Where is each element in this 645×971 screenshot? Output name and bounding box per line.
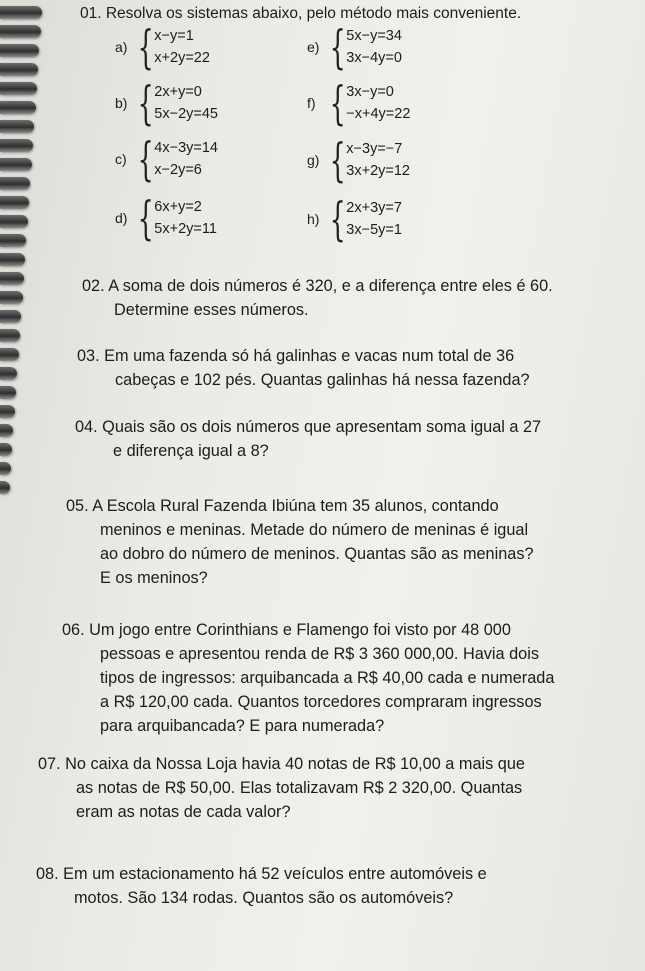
brace-icon: { [137, 191, 154, 245]
system-label: d) [115, 210, 128, 226]
question-line: cabeças e 102 pés. Quantas galinhas há nessa fazenda? [115, 371, 530, 389]
equation: 3x−y=0 [346, 84, 394, 100]
equation: 5x−2y=45 [154, 106, 218, 122]
question-07 [38, 752, 525, 824]
question-line: 05. A Escola Rural Fazenda Ibiúna tem 35 alunos, contando [66, 497, 499, 515]
system-h [307, 192, 402, 246]
system-label: e) [307, 39, 320, 55]
equation: 3x−5y=1 [346, 222, 402, 238]
equation: 5x+2y=11 [154, 221, 217, 237]
equation: x−3y=−7 [346, 141, 403, 157]
brace-icon: { [137, 132, 154, 186]
system-label: c) [115, 151, 127, 167]
question-line: motos. São 134 rodas. Quantos são os automóveis? [74, 889, 454, 907]
question-line: pessoas e apresentou renda de R$ 3 360 000,00. Havia dois [100, 645, 539, 663]
question-line: para arquibancada? E para numerada? [100, 717, 385, 735]
equation: 2x+y=0 [154, 84, 202, 100]
question-08 [36, 862, 487, 910]
equation: x−2y=6 [154, 162, 202, 178]
system-g [307, 133, 410, 187]
question-line: e diferença igual a 8? [113, 442, 269, 460]
question-06 [62, 618, 554, 738]
question-line: 07. No caixa da Nossa Loja havia 40 notas de R$ 10,00 a mais que [38, 755, 525, 773]
equation: −x+4y=22 [346, 106, 411, 122]
system-f [307, 76, 411, 130]
question-03 [77, 344, 530, 392]
question-line: meninos e meninas. Metade do número de meninas é igual [100, 521, 529, 539]
system-label: b) [115, 95, 128, 111]
question-line: E os meninos? [100, 569, 208, 587]
question-line: 03. Em uma fazenda só há galinhas e vacas num total de 36 [77, 347, 515, 365]
question-line: 06. Um jogo entre Corinthians e Flamengo foi visto por 48 000 [62, 621, 511, 639]
question-04 [75, 415, 541, 463]
system-a [115, 20, 210, 74]
question-line: 02. A soma de dois números é 320, e a diferença entre eles é 60. [82, 277, 553, 295]
system-e [307, 20, 402, 74]
system-label: h) [307, 211, 320, 227]
question-line: 08. Em um estacionamento há 52 veículos entre automóveis e [36, 865, 487, 883]
equation: 4x−3y=14 [154, 140, 218, 156]
brace-icon: { [137, 76, 154, 130]
question-05 [66, 494, 534, 590]
question-line: tipos de ingressos: arquibancada a R$ 40,00 cada e numerada [100, 669, 555, 687]
question-line: Determine esses números. [114, 301, 309, 319]
question-02 [82, 274, 553, 322]
equation: x+2y=22 [154, 50, 210, 66]
brace-icon: { [329, 192, 346, 246]
brace-icon: { [329, 76, 346, 130]
brace-icon: { [137, 20, 154, 74]
equation: 5x−y=34 [346, 28, 402, 44]
q01-title: 01. Resolva os sistemas abaixo, pelo método mais conveniente. [80, 5, 522, 22]
system-label: g) [307, 152, 320, 168]
system-label: f) [307, 95, 316, 111]
question-line: ao dobro do número de meninos. Quantas são as meninas? [100, 545, 534, 563]
equation: 6x+y=2 [154, 199, 202, 215]
question-line: as notas de R$ 50,00. Elas totalizavam R$ 2 320,00. Quantas [76, 779, 523, 797]
system-d [115, 191, 217, 245]
system-label: a) [115, 39, 128, 55]
system-b [115, 76, 218, 130]
question-line: a R$ 120,00 cada. Quantos torcedores compraram ingressos [100, 693, 542, 711]
system-c [115, 132, 218, 186]
equation: 3x−4y=0 [346, 50, 402, 66]
equation: 3x+2y=12 [346, 163, 410, 179]
brace-icon: { [329, 20, 346, 74]
brace-icon: { [329, 133, 346, 187]
equation: x−y=1 [154, 28, 194, 44]
equation: 2x+3y=7 [346, 200, 402, 216]
question-line: eram as notas de cada valor? [76, 803, 291, 821]
question-line: 04. Quais são os dois números que apresentam soma igual a 27 [75, 418, 542, 436]
